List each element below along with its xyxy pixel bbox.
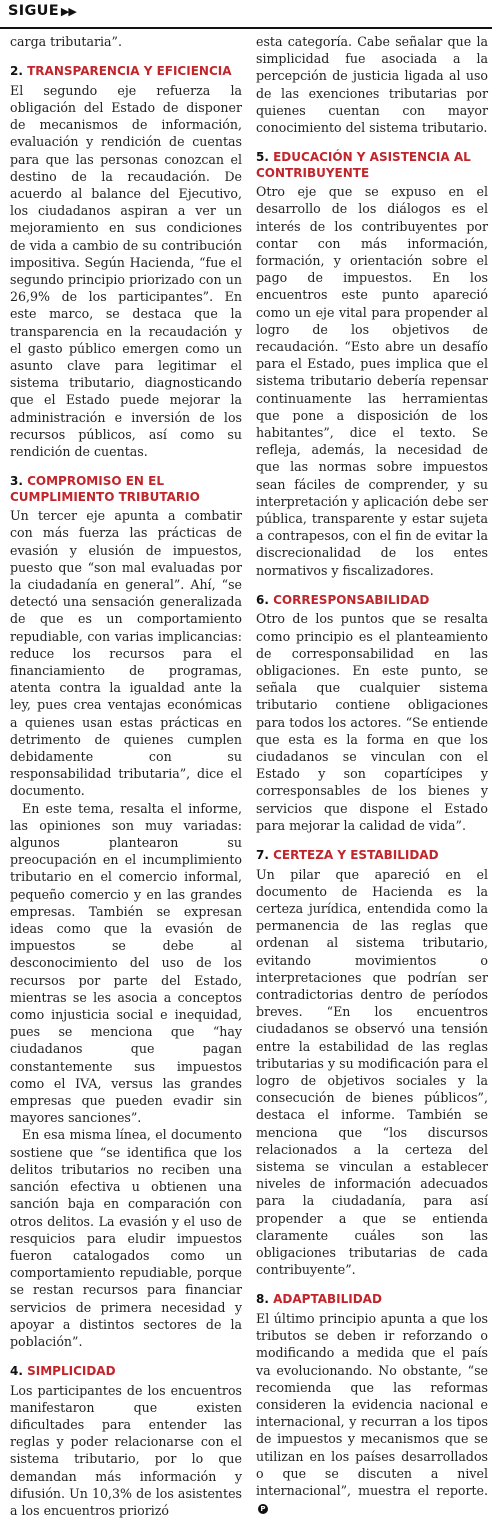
continued-header [8,3,76,19]
section-title: SIMPLICIDAD [27,1364,116,1379]
section-7-paragraph: Un pilar que apareció en el documento de Hacienda es la certeza jurídica, entendida como la permanencia de las reglas que ordenan al sistema tributario, evitando movimientos o interpretaciones que podrían ser contradictorias dentro de períodos breves. “En los encuentros ciudadanos se observó una tensión entre la estabilidad de las reglas tributarias y su modificación para el logro de objetivos sociales y la consecución de bienes públicos”, destaca el informe. También se menciona que “los discursos relacionados a la certeza del sistema se vinculan a establecer niveles de información adecuados para la ciudadanía, para así propender a que se entienda claramente cuáles son las obligaciones tributarias de cada contribuyente”. [256,866,488,1278]
section-6-heading [256,593,488,609]
right-column [256,33,488,1516]
section-number: 3. [10,474,23,489]
section-title: ADAPTABILIDAD [273,1292,382,1307]
section-3-heading [10,474,242,505]
section-3-paragraph-3: En esa misma línea, el documento sostiene que “se identifica que los delitos tributarios no reciben una sanción efectiva u obtienen una sanción baja en comparación con otros delitos. La evasión y el uso de resquicios para eludir impuestos fueron catalogados como un comportamiento repudiable, porque se restan recursos para financiar servicios de primera necesidad y apoyar a distintos sectores de la población”. [10,1127,242,1349]
section-4-paragraph: Los participantes de los encuentros manifestaron que existen dificultades para entender las reglas y poder relacionarse con el sistema tributario, por lo que demandan más información y difusión. Un 10,3% de los asistentes a los encuentros priorizó [10,1382,242,1519]
section-number: 5. [256,150,269,165]
section-3-paragraph-2: En este tema, resalta el informe, las opiniones son muy variadas: algunos plantearon su preocupación en el incumplimiento tributario en el comercio informal, pequeño comercio y en las grandes empresas. También se expresan ideas como que la evasión de impuestos se debe al desconocimiento del uso de los recursos por parte del Estado, mientras se les asocia a conceptos como injusticia social e inequidad, pues se menciona que “hay ciudadanos que pagan constantemente sus impuestos como el IVA, versus las grandes empresas que pueden evadir sin mayores sanciones”. [10,800,242,1126]
section-title: EDUCACIÓN Y ASISTENCIA AL CONTRIBUYENTE [256,150,471,180]
section-number: 2. [10,64,23,79]
section-title: COMPROMISO EN EL CUMPLIMIENTO TRIBUTARIO [10,474,200,504]
section-3-paragraph-1: Un tercer eje apunta a combatir con más fuerza las prácticas de evasión y elusión de impuestos, puesto que “son mal evaluadas por la ciudadanía en general”. Ahí, “se detectó una sensación generalizada de que es un comportamiento repudiable, con varias implicancias: reduce los recursos para el financiamiento de programas, atenta contra la igualdad ante la ley, pues crea ventajas económicas a quienes usan estas prácticas en detrimento de quienes cumplen debidamente con su responsabilidad tributaria”, dice el documento. [10,508,242,799]
section-5-heading [256,150,488,181]
section-number: 4. [10,1364,23,1379]
section-2-heading [10,64,242,80]
continued-label: SIGUE [8,3,59,19]
left-column [10,33,242,1519]
continue-arrows-icon: ▶▶ [60,5,76,18]
section-number: 6. [256,592,269,607]
header-rule [0,27,492,29]
end-mark-icon: P [258,1504,268,1514]
section-title: TRANSPARENCIA Y EFICIENCIA [27,64,232,79]
section-4-heading [10,1364,242,1380]
section-8-heading [256,1292,488,1308]
section-6-paragraph: Otro de los puntos que se resalta como principio es el planteamiento de corresponsabilidad en las obligaciones. En este punto, se señala que cualquier sistema tributario contiene obligaciones para todos los actores. “Se entiende que esta es la forma en que los ciudadanos se vinculan con el Estado y son copartícipes y corresponsables de los bienes y servicios que dispone el Estado para mejorar la calidad de vida”. [256,611,488,833]
section-number: 7. [256,848,269,863]
section-title: CORRESPONSABILIDAD [273,592,430,607]
carryover-text: carga tributaria”. [10,34,123,49]
section-7-heading [256,848,488,864]
section-8-text: El último principio apunta a que los tributos se deben ir reforzando o modificando a medida que el país va evolucionando. No obstante, “se recomienda que las reformas consideren la evidencia nacional e internacional, y recurran a los tipos de impuestos y mecanismos que se utilizan en los países desarrollados o que se discuten a nivel internacional”, muestra el reporte. [256,1310,488,1498]
section-8-paragraph [256,1310,488,1516]
section-2-paragraph: El segundo eje refuerza la obligación del Estado de disponer de mecanismos de información, evaluación y rendición de cuentas para que las personas conozcan el destino de la recaudación. De acuerdo al balance del Ejecutivo, los ciudadanos aspiran a ver un mejoramiento en sus condiciones de vida a cambio de su contribución impositiva. Según Hacienda, “fue el segundo principio priorizado con un 26,9% de los participantes”. En este marco, se destaca que la transparencia en la recaudación y el gasto público emergen como un asunto clave para legitimar el sistema tributario, diagnosticando que el Estado puede mejorar la administración e inversión de los recursos públicos, así como su rendición de cuentas. [10,82,242,459]
section-number: 8. [256,1292,269,1307]
section-title: CERTEZA Y ESTABILIDAD [273,848,439,863]
section-5-paragraph: Otro eje que se expuso en el desarrollo de los diálogos es el interés de los contribuyentes por contar con más información, formación, y orientación sobre el pago de impuestos. En los encuentros este punto apareció como un eje vital para propender al logro de los objetivos de recaudación. “Esto abre un desafío para el Estado, pues implica que el sistema tributario debería repensar continuamente las herramientas que pone a disposición de los habitantes”, dice el texto. Se refleja, además, la necesidad de que las normas sobre impuestos sean fáciles de comprender, y su interpretación y aplicación debe ser pública, transparente y estar sujeta a contrapesos, con el fin de evitar la discrecionalidad de los entes normativos y fiscalizadores. [256,184,488,578]
section-4-continuation: esta categoría. Cabe señalar que la simplicidad fue asociada a la percepción de justicia ligada al uso de las exenciones tributarias por quienes cuentan con mayor conocimiento del sistema tributario. [256,34,488,136]
